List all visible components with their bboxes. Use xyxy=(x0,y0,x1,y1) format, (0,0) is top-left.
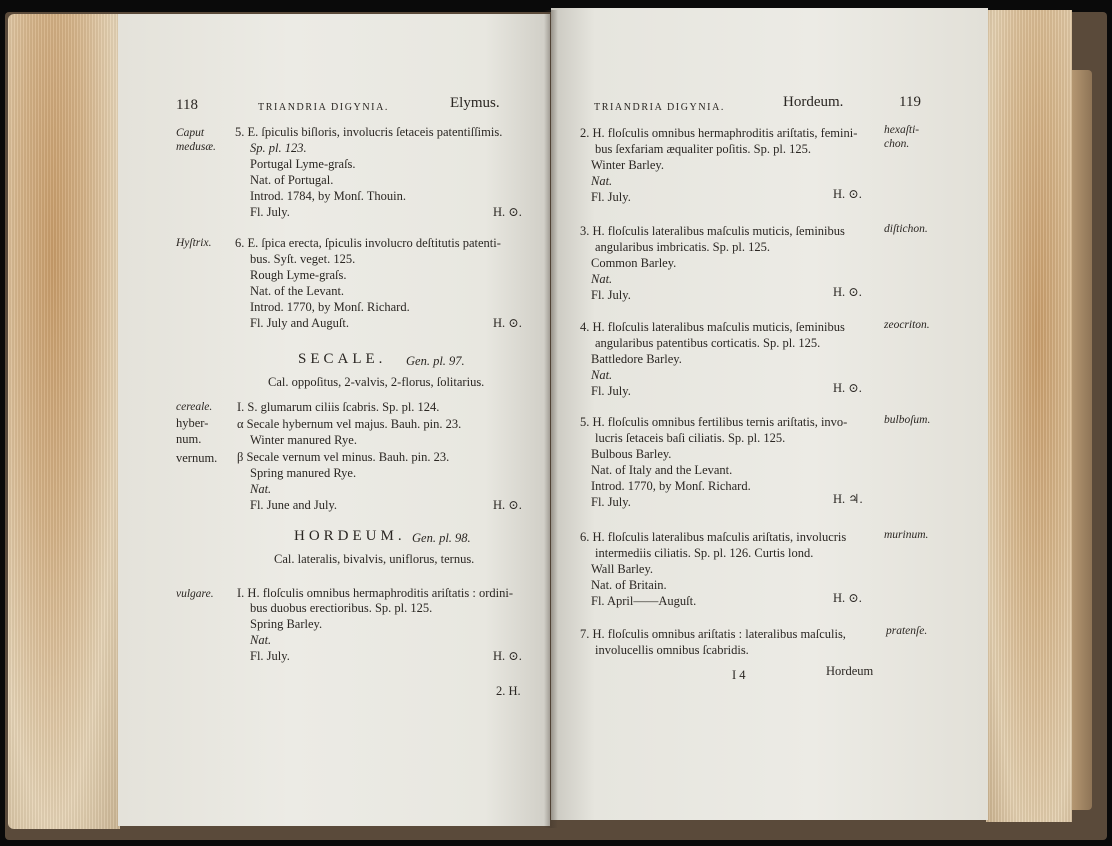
page-number-right: 119 xyxy=(899,94,921,110)
entry-line: Nat. of Portugal. xyxy=(250,173,334,187)
calyx-description: Cal. oppoſitus, 2-valvis, 2-florus, ſolitarius. xyxy=(268,375,485,389)
entry-line: Fl. July. xyxy=(591,384,631,398)
page-number-left: 118 xyxy=(176,97,198,113)
genus-reference: Gen. pl. 97. xyxy=(406,354,465,368)
entry-line: Fl. July and Auguſt. xyxy=(250,316,349,330)
margin-name: bulboſum. xyxy=(884,414,931,426)
entry-line: 4. H. floſculis lateralibus maſculis muticis, ſeminibus xyxy=(580,320,845,334)
right-page-edges xyxy=(986,10,1072,822)
entry-line: Spring manured Rye. xyxy=(250,466,357,480)
entry-line: β Secale vernum vel minus. Bauh. pin. 23. xyxy=(237,450,450,464)
margin-name: diſtichon. xyxy=(884,223,928,235)
life-symbol: H. ⊙. xyxy=(833,591,862,605)
margin-name: Hyſtrix. xyxy=(176,237,212,249)
entry-line: Fl. July. xyxy=(591,495,631,509)
margin-name: hexaſti- xyxy=(884,124,920,136)
entry-line: 6. H. floſculis lateralibus maſculis ariſtatis, involucris xyxy=(580,530,847,544)
entry-line: Spring Barley. xyxy=(250,617,323,631)
life-symbol: H. ⊙. xyxy=(833,381,862,395)
entry-line: Introd. 1770, by Monſ. Richard. xyxy=(250,300,410,314)
margin-name: murinum. xyxy=(884,529,929,541)
margin-name: zeocriton. xyxy=(884,319,930,331)
life-symbol: H. ⊙. xyxy=(493,316,522,330)
calyx-description: Cal. lateralis, bivalvis, uniflorus, ternus. xyxy=(274,552,475,566)
entry-line: angularibus patentibus corticatis. Sp. pl. 125. xyxy=(595,336,821,350)
margin-name: medusæ. xyxy=(176,141,216,153)
entry-line: Nat. of Italy and the Levant. xyxy=(591,463,733,477)
entry-line: Common Barley. xyxy=(591,256,677,270)
genus-reference: Gen. pl. 98. xyxy=(412,531,471,545)
entry-line: α Secale hybernum vel majus. Bauh. pin. 23. xyxy=(237,417,462,431)
running-head-left: TRIANDRIA DIGYNIA. xyxy=(258,102,390,113)
entry-line: Rough Lyme-graſs. xyxy=(250,268,347,282)
life-symbol: H. ⊙. xyxy=(833,285,862,299)
life-symbol: H. ⊙. xyxy=(493,205,522,219)
entry-line: 3. H. floſculis lateralibus maſculis muticis, ſeminibus xyxy=(580,224,845,238)
entry-line: intermediis ciliatis. Sp. pl. 126. Curtis lond. xyxy=(595,546,814,560)
catchword: Hordeum xyxy=(826,664,874,678)
margin-name: cereale. xyxy=(176,401,213,413)
entry-line: Introd. 1770, by Monſ. Richard. xyxy=(591,479,751,493)
entry-line: Nat. xyxy=(591,272,613,286)
entry-line: Winter Barley. xyxy=(591,158,664,172)
life-symbol: H. ♃. xyxy=(833,492,863,506)
entry-line: Fl. July. xyxy=(591,288,631,302)
running-head-right: TRIANDRIA DIGYNIA. xyxy=(594,102,726,113)
entry-line: bus. Syſt. veget. 125. xyxy=(250,252,356,266)
margin-name: vernum. xyxy=(176,451,218,465)
entry-line: bus ſexfariam æqualiter poſitis. Sp. pl. 125. xyxy=(595,142,811,156)
margin-name: vulgare. xyxy=(176,588,214,600)
signature-mark: I 4 xyxy=(732,668,746,682)
entry-line: Nat. xyxy=(250,633,272,647)
genus-heading: SECALE. xyxy=(298,351,387,367)
margin-name: hyber- xyxy=(176,416,209,430)
margin-name: pratenſe. xyxy=(886,625,928,637)
entry-line: Nat. xyxy=(250,482,272,496)
margin-name: Caput xyxy=(176,127,205,139)
left-page-edges xyxy=(8,14,120,829)
entry-line: Nat. xyxy=(591,174,613,188)
entry-line: 5. E. ſpiculis biſloris, involucris ſetaceis patentiſſimis. xyxy=(235,125,503,139)
entry-line: involucellis omnibus ſcabridis. xyxy=(595,643,749,657)
entry-line: Nat. of the Levant. xyxy=(250,284,345,298)
life-symbol: H. ⊙. xyxy=(493,498,522,512)
genus-heading: HORDEUM. xyxy=(294,528,406,544)
entry-line: Sp. pl. 123. xyxy=(250,141,307,155)
entry-line: Battledore Barley. xyxy=(591,352,682,366)
entry-line: 6. E. ſpica erecta, ſpiculis involucro deſtitutis patenti- xyxy=(235,236,501,250)
entry-line: Fl. June and July. xyxy=(250,498,338,512)
gutter xyxy=(544,10,558,828)
entry-line: I. S. glumarum ciliis ſcabris. Sp. pl. 124. xyxy=(237,400,440,414)
entry-line: I. H. floſculis omnibus hermaphroditis ariſtatis : ordini- xyxy=(237,586,514,600)
life-symbol: H. ⊙. xyxy=(493,649,522,663)
entry-line: Fl. July. xyxy=(250,205,290,219)
entry-line: Wall Barley. xyxy=(591,562,654,576)
entry-line: 7. H. floſculis omnibus ariſtatis : lateralibus maſculis, xyxy=(580,627,846,641)
margin-name: num. xyxy=(176,432,202,446)
entry-line: Fl. July. xyxy=(250,649,290,663)
entry-line: Bulbous Barley. xyxy=(591,447,672,461)
right-cover xyxy=(1070,70,1092,810)
entry-line: Introd. 1784, by Monſ. Thouin. xyxy=(250,189,407,203)
margin-name: chon. xyxy=(884,138,910,150)
entry-line: 2. H. floſculis omnibus hermaphroditis ariſtatis, femini- xyxy=(580,126,858,140)
catchword: 2. H. xyxy=(496,684,521,698)
entry-line: Fl. April——Auguſt. xyxy=(591,594,697,608)
entry-line: Nat. xyxy=(591,368,613,382)
running-genus-left: Elymus. xyxy=(450,95,500,111)
running-genus-right: Hordeum. xyxy=(783,94,844,110)
life-symbol: H. ⊙. xyxy=(833,187,862,201)
entry-line: bus duobus erectioribus. Sp. pl. 125. xyxy=(250,601,433,615)
entry-line: Winter manured Rye. xyxy=(250,433,357,447)
entry-line: angularibus imbricatis. Sp. pl. 125. xyxy=(595,240,770,254)
entry-line: Portugal Lyme-graſs. xyxy=(250,157,356,171)
entry-line: 5. H. floſculis omnibus fertilibus ternis ariſtatis, invo- xyxy=(580,415,848,429)
entry-line: Fl. July. xyxy=(591,190,631,204)
entry-line: lucris ſetaceis baſi ciliatis. Sp. pl. 125. xyxy=(595,431,786,445)
entry-line: Nat. of Britain. xyxy=(591,578,667,592)
